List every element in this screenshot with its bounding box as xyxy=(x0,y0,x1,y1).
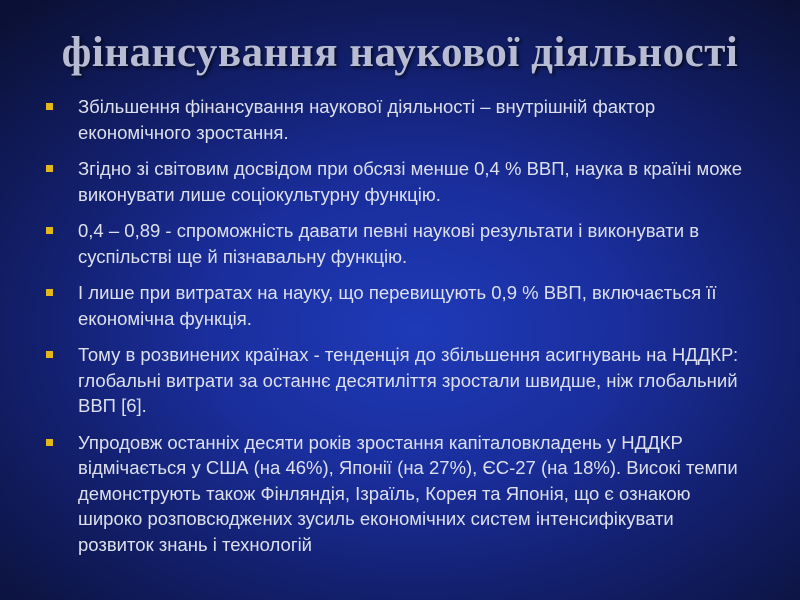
bullet-text: Тому в розвинених країнах - тенденція до збільшення асигнувань на НДДКР: глобальні витрати за останнє десятиліття зростали швидше, ніж глобальний ВВП [6]. xyxy=(78,344,739,416)
bullet-item xyxy=(46,156,746,207)
bullet-text: 0,4 – 0,89 - спроможність давати певні наукові результати і виконувати в суспільстві ще й пізнавальну функцію. xyxy=(78,220,700,267)
square-bullet-icon xyxy=(46,439,53,446)
bullet-item xyxy=(46,94,746,145)
bullet-item xyxy=(46,218,746,269)
bullet-text: Упродовж останніх десяти років зростання капіталовкладень у НДДКР відмічається у США (на 46%), Японії (на 27%), ЄС-27 (на 18%). Високі темпи демонструють також Фінляндія, Ізраїль, Корея та Японія, що є ознакою широко розповсюджених зусиль економічних систем інтенсифікувати розвиток знань і технологій xyxy=(78,431,738,555)
bullet-item xyxy=(46,430,746,558)
square-bullet-icon xyxy=(46,227,53,234)
bullet-list xyxy=(46,94,746,568)
square-bullet-icon xyxy=(46,165,53,172)
square-bullet-icon xyxy=(46,351,53,358)
square-bullet-icon xyxy=(46,289,53,296)
bullet-text: Згідно зі світовим досвідом при обсязі менше 0,4 % ВВП, наука в країні може виконувати лише соціокультурну функцію. xyxy=(78,158,743,205)
slide-title: фінансування наукової діяльності xyxy=(61,29,739,76)
square-bullet-icon xyxy=(46,103,53,110)
bullet-text: І лише при витратах на науку, що перевищують 0,9 % ВВП, включається її економічна функція. xyxy=(78,282,717,329)
bullet-item xyxy=(46,342,746,419)
bullet-text: Збільшення фінансування наукової діяльності – внутрішній фактор економічного зростання. xyxy=(78,96,656,143)
bullet-item xyxy=(46,280,746,331)
